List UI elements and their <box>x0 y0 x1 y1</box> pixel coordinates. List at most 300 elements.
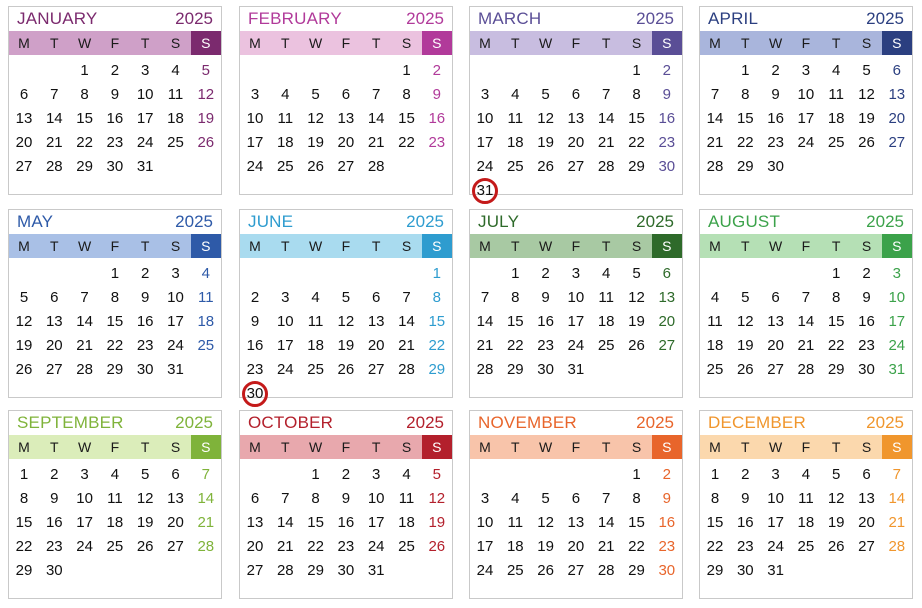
day-cell: 7 <box>372 86 381 103</box>
weekday-label: S <box>401 439 412 455</box>
day-cell: 5 <box>341 289 351 306</box>
day-cell: 8 <box>741 86 750 103</box>
day-cell: 15 <box>15 514 33 531</box>
day-cell: 17 <box>888 313 906 330</box>
day-cell: 4 <box>110 466 120 483</box>
day-cell: 14 <box>797 313 815 330</box>
day-cell: 29 <box>736 158 754 175</box>
weekday-label: W <box>768 439 783 455</box>
month-header <box>470 411 682 435</box>
weekday-bar <box>700 31 912 55</box>
weekday-label: W <box>77 35 92 51</box>
day-cell: 26 <box>136 538 154 555</box>
day-cell: 22 <box>428 337 446 354</box>
day-cell: 28 <box>367 158 385 175</box>
day-cell: 21 <box>597 134 615 151</box>
day-cell: 13 <box>888 86 906 103</box>
day-cell: 25 <box>706 361 724 378</box>
day-cell: 23 <box>428 134 446 151</box>
day-cell: 14 <box>367 110 385 127</box>
day-cell: 14 <box>398 313 415 330</box>
day-cell: 22 <box>307 538 324 555</box>
day-cell: 20 <box>658 313 676 330</box>
day-cell: 8 <box>110 289 120 306</box>
weekday-bar <box>240 435 452 459</box>
day-cell: 2 <box>771 62 780 79</box>
weekday-label: S <box>631 238 642 254</box>
day-cell: 9 <box>662 86 671 103</box>
day-cell: 19 <box>858 110 875 127</box>
day-cell: 26 <box>537 562 554 579</box>
day-cell: 2 <box>862 265 871 282</box>
day-cell: 19 <box>337 337 355 354</box>
weekday-label: S <box>432 238 442 254</box>
day-cell: 20 <box>15 134 33 151</box>
weekday-label: T <box>140 238 150 254</box>
day-cell: 25 <box>106 538 124 555</box>
day-cell: 17 <box>76 514 93 531</box>
day-cell: 28 <box>797 361 815 378</box>
day-cell: 7 <box>201 466 210 483</box>
day-cell: 7 <box>402 289 411 306</box>
weekday-label: S <box>662 35 672 51</box>
day-cell: 28 <box>597 158 615 175</box>
day-cell: 5 <box>741 289 750 306</box>
weekday-label: T <box>511 439 520 455</box>
weekday-label: M <box>18 238 30 254</box>
day-cell: 17 <box>567 313 585 330</box>
day-cell: 8 <box>710 490 720 507</box>
day-cell: 17 <box>246 134 264 151</box>
day-cell: 13 <box>767 313 784 330</box>
day-cell: 23 <box>658 538 676 555</box>
day-cell: 5 <box>311 86 320 103</box>
day-cell: 30 <box>337 562 355 579</box>
day-cell: 15 <box>827 313 845 330</box>
day-cell: 1 <box>511 265 520 282</box>
weekday-label: T <box>511 238 520 254</box>
day-cell: 23 <box>736 538 754 555</box>
month-name: DECEMBER <box>708 413 806 432</box>
day-cell: 30 <box>658 158 676 175</box>
month-header <box>700 7 912 31</box>
day-cell: 20 <box>767 337 784 354</box>
day-cell: 22 <box>506 337 524 354</box>
weekday-label: S <box>631 35 642 51</box>
day-cell: 12 <box>197 86 215 103</box>
day-cell: 1 <box>632 466 641 483</box>
day-cell: 18 <box>307 337 324 354</box>
day-cell: 24 <box>246 158 264 175</box>
month-header <box>470 7 682 31</box>
day-cell: 4 <box>281 86 290 103</box>
day-cell: 8 <box>832 289 841 306</box>
day-cell: 8 <box>19 490 29 507</box>
day-cell: 12 <box>628 289 645 306</box>
day-cell: 22 <box>706 538 724 555</box>
day-cell: 13 <box>858 490 875 507</box>
day-cell: 12 <box>307 110 324 127</box>
day-cell: 21 <box>367 134 385 151</box>
day-cell: 6 <box>662 265 671 282</box>
weekday-label: S <box>861 35 872 51</box>
weekday-label: M <box>18 439 30 455</box>
weekday-label: S <box>401 35 412 51</box>
day-cell: 15 <box>736 110 754 127</box>
weekday-label: W <box>77 439 92 455</box>
weekday-label: T <box>281 439 290 455</box>
day-cell: 19 <box>136 514 154 531</box>
day-cell: 12 <box>136 490 154 507</box>
day-cell: 15 <box>76 110 93 127</box>
day-cell: 16 <box>136 313 154 330</box>
day-cell: 24 <box>136 134 154 151</box>
day-cell: 29 <box>628 158 645 175</box>
day-cell: 18 <box>506 134 524 151</box>
day-cell: 18 <box>827 110 845 127</box>
day-cell: 3 <box>141 62 150 79</box>
day-cell: 18 <box>197 313 215 330</box>
day-cell: 17 <box>276 337 294 354</box>
month-year: 2025 <box>866 9 904 28</box>
day-cell: 10 <box>797 86 815 103</box>
weekday-label: M <box>709 238 721 254</box>
day-cell: 1 <box>832 265 841 282</box>
weekday-label: S <box>892 238 902 254</box>
day-cell: 25 <box>398 538 415 555</box>
day-cell: 21 <box>597 538 615 555</box>
weekday-bar <box>470 234 682 258</box>
weekday-label: W <box>308 238 323 254</box>
weekday-label: M <box>249 439 261 455</box>
day-cell: 21 <box>45 134 63 151</box>
day-cell: 16 <box>767 110 784 127</box>
day-cell: 18 <box>597 313 615 330</box>
day-cell: 9 <box>250 313 260 330</box>
day-cell: 30 <box>537 361 554 378</box>
month-name: OCTOBER <box>248 413 334 432</box>
weekday-bar <box>700 234 912 258</box>
day-cell: 6 <box>892 62 901 79</box>
weekday-label: S <box>170 238 181 254</box>
day-cell: 2 <box>141 265 150 282</box>
weekday-label: W <box>308 35 323 51</box>
day-cell: 14 <box>45 110 63 127</box>
weekday-label: S <box>892 35 902 51</box>
day-cell: 24 <box>476 562 494 579</box>
day-cell: 27 <box>167 538 184 555</box>
day-cell: 4 <box>511 490 520 507</box>
day-cell: 20 <box>246 538 264 555</box>
weekday-label: T <box>831 238 841 254</box>
day-cell: 5 <box>862 62 871 79</box>
day-cell: 4 <box>832 62 841 79</box>
day-cell: 18 <box>706 337 724 354</box>
weekday-label: M <box>18 35 30 51</box>
day-cell: 13 <box>367 313 385 330</box>
day-cell: 18 <box>797 514 815 531</box>
weekday-label: M <box>479 439 491 455</box>
weekday-label: S <box>631 439 642 455</box>
day-cell: 19 <box>197 110 215 127</box>
month-year: 2025 <box>406 212 444 231</box>
day-cell: 19 <box>307 134 324 151</box>
day-cell: 4 <box>511 86 520 103</box>
day-cell: 3 <box>480 490 490 507</box>
day-cell: 2 <box>541 265 550 282</box>
circled-date-mark <box>472 178 498 204</box>
day-cell: 24 <box>276 361 294 378</box>
day-cell: 9 <box>862 289 871 306</box>
day-cell: 14 <box>197 490 215 507</box>
day-cell: 24 <box>476 158 494 175</box>
weekday-label: W <box>768 238 783 254</box>
day-cell: 8 <box>80 86 89 103</box>
weekday-label: T <box>831 439 841 455</box>
day-cell: 16 <box>106 110 124 127</box>
month-name: JANUARY <box>17 9 98 28</box>
day-cell: 17 <box>476 134 494 151</box>
day-cell: 8 <box>632 86 641 103</box>
day-cell: 10 <box>476 514 494 531</box>
day-cell: 3 <box>571 265 581 282</box>
day-cell: 21 <box>197 514 215 531</box>
day-cell: 27 <box>858 538 875 555</box>
day-cell: 12 <box>827 490 845 507</box>
weekday-bar <box>9 435 221 459</box>
day-cell: 19 <box>428 514 446 531</box>
day-cell: 3 <box>372 466 381 483</box>
day-cell: 2 <box>662 466 671 483</box>
day-cell: 8 <box>632 490 641 507</box>
day-cell: 26 <box>827 538 845 555</box>
day-cell: 28 <box>597 562 615 579</box>
day-cell: 7 <box>80 289 89 306</box>
month-header <box>240 210 452 234</box>
day-cell: 27 <box>567 562 585 579</box>
day-cell: 1 <box>632 62 641 79</box>
day-cell: 11 <box>798 490 814 507</box>
day-cell: 18 <box>506 538 524 555</box>
day-cell: 14 <box>276 514 294 531</box>
day-cell: 22 <box>15 538 33 555</box>
month-panel-november <box>469 410 683 599</box>
weekday-label: M <box>479 238 491 254</box>
day-cell: 20 <box>45 337 63 354</box>
day-cell: 30 <box>246 385 264 402</box>
day-cell: 8 <box>402 86 411 103</box>
day-cell: 16 <box>537 313 554 330</box>
month-header <box>9 411 221 435</box>
day-cell: 23 <box>45 538 63 555</box>
month-year: 2025 <box>866 413 904 432</box>
month-panel-october <box>239 410 453 599</box>
day-cell: 6 <box>341 86 351 103</box>
day-cell: 16 <box>337 514 355 531</box>
day-cell: 4 <box>171 62 180 79</box>
day-cell: 23 <box>537 337 554 354</box>
day-cell: 10 <box>888 289 906 306</box>
day-cell: 3 <box>480 86 490 103</box>
day-cell: 30 <box>736 562 754 579</box>
day-cell: 26 <box>307 158 324 175</box>
day-cell: 3 <box>801 62 811 79</box>
day-cell: 15 <box>706 514 724 531</box>
month-name: JULY <box>478 212 520 231</box>
day-cell: 28 <box>45 158 63 175</box>
day-cell: 28 <box>276 562 294 579</box>
day-cell: 7 <box>602 86 611 103</box>
weekday-label: T <box>140 35 150 51</box>
day-cell: 19 <box>537 538 554 555</box>
weekday-label: W <box>308 439 323 455</box>
day-cell: 30 <box>106 158 124 175</box>
day-cell: 20 <box>567 134 585 151</box>
day-cell: 2 <box>250 289 260 306</box>
weekday-label: S <box>170 35 181 51</box>
month-panel-december <box>699 410 913 599</box>
day-cell: 25 <box>506 562 524 579</box>
day-cell: 27 <box>767 361 784 378</box>
day-cell: 26 <box>736 361 754 378</box>
weekday-label: S <box>861 439 872 455</box>
day-cell: 24 <box>767 538 784 555</box>
month-header <box>9 7 221 31</box>
weekday-label: S <box>432 35 442 51</box>
weekday-label: T <box>371 35 381 51</box>
day-cell: 9 <box>741 490 750 507</box>
day-cell: 10 <box>767 490 784 507</box>
day-cell: 11 <box>198 289 214 306</box>
month-name: SEPTEMBER <box>17 413 124 432</box>
day-cell: 3 <box>892 265 901 282</box>
month-year: 2025 <box>406 413 444 432</box>
weekday-label: M <box>249 35 261 51</box>
day-cell: 13 <box>337 110 355 127</box>
day-cell: 1 <box>110 265 120 282</box>
day-cell: 26 <box>858 134 875 151</box>
day-cell: 6 <box>50 289 59 306</box>
day-cell: 29 <box>15 562 33 579</box>
month-header <box>700 210 912 234</box>
day-cell: 28 <box>888 538 906 555</box>
day-cell: 13 <box>658 289 676 306</box>
day-cell: 11 <box>398 490 415 507</box>
day-cell: 16 <box>246 337 264 354</box>
day-cell: 10 <box>476 110 494 127</box>
day-cell: 24 <box>76 538 93 555</box>
day-cell: 26 <box>197 134 215 151</box>
day-cell: 12 <box>537 514 554 531</box>
day-cell: 30 <box>136 361 154 378</box>
day-cell: 20 <box>337 134 355 151</box>
month-name: APRIL <box>708 9 759 28</box>
weekday-label: T <box>601 238 611 254</box>
weekday-label: F <box>571 439 581 455</box>
month-panel-may <box>8 209 222 398</box>
month-year: 2025 <box>636 212 674 231</box>
day-cell: 31 <box>136 158 154 175</box>
day-cell: 6 <box>372 289 381 306</box>
day-cell: 17 <box>367 514 385 531</box>
day-cell: 17 <box>167 313 184 330</box>
day-cell: 23 <box>136 337 154 354</box>
day-cell: 5 <box>432 466 441 483</box>
weekday-bar <box>240 31 452 55</box>
day-cell: 11 <box>307 313 324 330</box>
weekday-label: S <box>861 238 872 254</box>
day-cell: 11 <box>828 86 844 103</box>
day-cell: 3 <box>250 86 260 103</box>
day-cell: 11 <box>507 514 524 531</box>
day-cell: 9 <box>50 490 59 507</box>
day-cell: 5 <box>832 466 841 483</box>
day-cell: 6 <box>771 289 780 306</box>
day-cell: 11 <box>598 289 614 306</box>
day-cell: 30 <box>767 158 784 175</box>
day-cell: 30 <box>45 562 63 579</box>
day-cell: 7 <box>281 490 290 507</box>
day-cell: 30 <box>858 361 875 378</box>
month-year: 2025 <box>636 9 674 28</box>
day-cell: 6 <box>571 490 581 507</box>
day-cell: 23 <box>858 337 875 354</box>
day-cell: 24 <box>797 134 815 151</box>
day-cell: 6 <box>19 86 29 103</box>
weekday-label: T <box>741 238 750 254</box>
day-cell: 29 <box>428 361 446 378</box>
day-cell: 12 <box>428 490 446 507</box>
day-cell: 12 <box>537 110 554 127</box>
weekday-label: F <box>110 439 120 455</box>
weekday-label: S <box>432 439 442 455</box>
day-cell: 26 <box>15 361 33 378</box>
weekday-bar <box>470 31 682 55</box>
weekday-label: S <box>401 238 412 254</box>
month-name: MARCH <box>478 9 542 28</box>
weekday-label: T <box>281 35 290 51</box>
day-cell: 19 <box>827 514 845 531</box>
day-cell: 8 <box>511 289 520 306</box>
day-cell: 10 <box>167 289 184 306</box>
month-year: 2025 <box>175 413 213 432</box>
day-cell: 10 <box>136 86 154 103</box>
day-cell: 24 <box>367 538 385 555</box>
day-cell: 11 <box>507 110 524 127</box>
month-panel-june <box>239 209 453 402</box>
weekday-bar <box>9 31 221 55</box>
weekday-label: T <box>601 35 611 51</box>
weekday-label: F <box>801 439 811 455</box>
day-cell: 16 <box>428 110 446 127</box>
day-cell: 1 <box>741 62 750 79</box>
day-cell: 2 <box>741 466 750 483</box>
day-cell: 1 <box>311 466 320 483</box>
weekday-label: W <box>538 238 553 254</box>
day-cell: 7 <box>710 86 720 103</box>
day-cell: 31 <box>888 361 906 378</box>
weekday-label: T <box>50 238 59 254</box>
weekday-label: T <box>741 439 750 455</box>
day-cell: 16 <box>45 514 63 531</box>
day-cell: 1 <box>432 265 441 282</box>
day-cell: 23 <box>106 134 124 151</box>
weekday-label: W <box>77 238 92 254</box>
month-panel-august <box>699 209 913 398</box>
day-cell: 17 <box>797 110 815 127</box>
day-cell: 13 <box>567 110 585 127</box>
day-cell: 27 <box>888 134 906 151</box>
